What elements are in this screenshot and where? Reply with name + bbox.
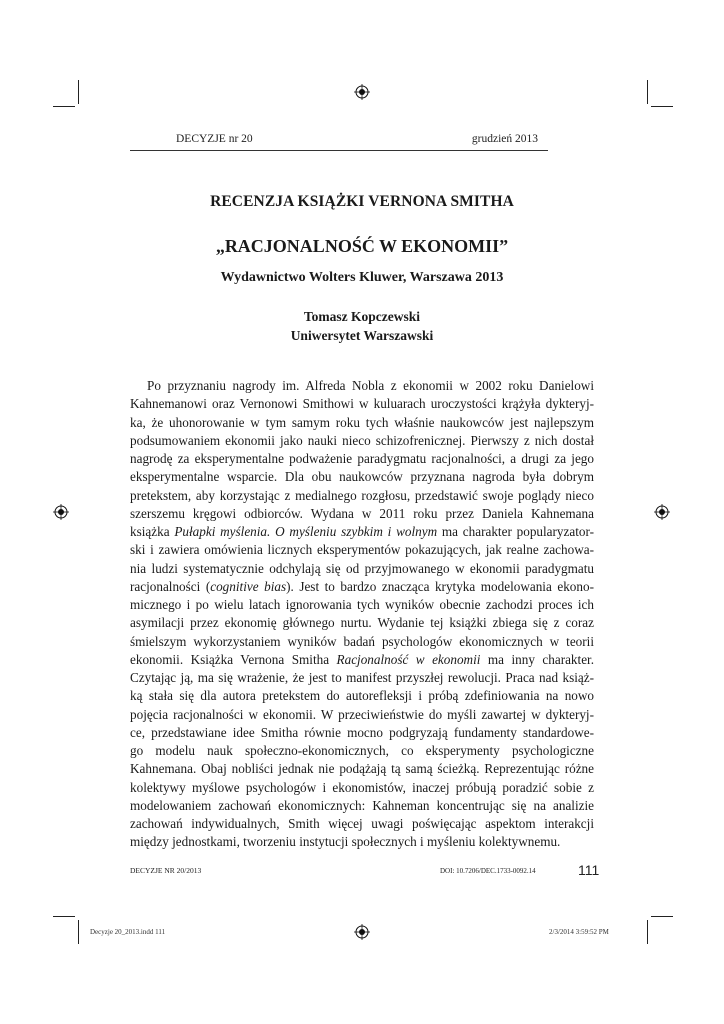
text-line: micznego i po wielu latach ignorowania tych wyników obecnie zachodzi proces ich <box>130 597 594 612</box>
book-title: „RACJONALNOŚĆ W EKONOMII” <box>215 236 509 256</box>
text-line: podsumowaniem ekonomii jako nauki nieco schizofrenicznej. Pierwszy z nich dostał <box>130 432 594 448</box>
text-line: ski i zawiera omówienia licznych eksperymentów pokazujących, jak realne zachowa- <box>130 542 594 558</box>
publisher: Wydawnictwo Wolters Kluwer, Warszawa 2013 <box>220 270 504 285</box>
crop-mark <box>647 80 648 104</box>
footer-doi: DOI: 10.7206/DEC.1733-0092.14 <box>440 867 536 875</box>
running-header-journal: DECYZJE nr 20 <box>176 133 253 145</box>
text-line: ce, przedstawiane idee Smitha równie mocno podgryzają fundamenty standardowe- <box>130 724 594 740</box>
text-line: Kahnemana. Obaj nobliści jednak nie podążają tą samą ścieżką. Reprezentując różne <box>130 761 594 777</box>
crop-mark <box>78 80 79 104</box>
page-number: 111 <box>578 862 600 878</box>
text-line: Kahnemanowi oraz Vernonowi Smithowi w kuluarach uroczystości krążyła dykteryj- <box>130 396 594 412</box>
text-line: ka, że uhonorowanie w tym samym roku tych właśnie naukowców jest najlepszym <box>130 414 594 430</box>
crop-mark <box>647 920 648 944</box>
crop-mark <box>651 106 673 107</box>
text-line: szerszemu kręgowi odbiorców. Wydana w 2011 roku przez Daniela Kahnemana <box>130 505 594 521</box>
running-header-date: grudzień 2013 <box>471 133 538 145</box>
text-line: modelowaniem zachowań ekonomicznych: Kahneman koncentrując się na analizie <box>130 797 594 813</box>
text-line: ką stała się dla autora pretekstem do autorefleksji i próbą zdefiniowania na nowo <box>130 688 594 704</box>
text-line: racjonalności (cognitive bias). Jest to bardzo znacząca krytyka modelowania ekono- <box>130 578 594 594</box>
registration-mark-icon <box>354 84 370 100</box>
text-line: kolektywy myślowe psychologów i ekonomistów, inaczej próbują poradzić sobie z <box>130 779 594 795</box>
text-line: Czytając ją, ma się wrażenie, że jest to manifest przyszłej rewolucji. Praca nad książ- <box>130 670 594 685</box>
registration-mark-icon <box>53 504 69 520</box>
registration-mark-icon <box>354 924 370 940</box>
slug-timestamp: 2/3/2014 3:59:52 PM <box>549 928 609 936</box>
body-paragraph <box>130 377 594 852</box>
text-line: asymilacji przez ekonomię głównego nurtu. Wydanie tej książki zbiega się z coraz <box>130 615 594 631</box>
slug-filename: Decyzje 20_2013.indd 111 <box>90 928 166 936</box>
text-line: pretekstem, aby korzystając z medialnego rozgłosu, przedstawić swoje poglądy nieco <box>130 487 594 503</box>
book-title-italic: Pułapki myślenia. O myśleniu szybkim i wolnym <box>174 524 438 539</box>
text-line: nagrodę za eksperymentalne podważenie paradygmatu racjonalności, a drugi za jego <box>130 451 594 466</box>
footer-journal: DECYZJE NR 20/2013 <box>130 866 202 875</box>
term-italic: cognitive bias <box>210 578 287 594</box>
text-line: między jednostkami, tworzeniu instytucji społecznych i myśleniu kolektywnemu. <box>130 834 561 850</box>
text-line: śmielszym wykorzystaniem wyników badań psychologów ekonomicznych w teorii <box>130 633 594 649</box>
text-line: ekonomii. Książka Vernona Smitha Racjonalność w ekonomii ma inny charakter. <box>130 651 595 667</box>
author-affiliation: Uniwersytet Warszawski <box>290 328 434 343</box>
review-title: RECENZJA KSIĄŻKI VERNONA SMITHA <box>210 193 514 210</box>
text-line: go modelu nauk społeczno-ekonomicznych, co eksperymenty psychologiczne <box>130 743 594 758</box>
header-rule <box>130 150 548 151</box>
book-title-italic: Racjonalność w ekonomii <box>336 651 481 667</box>
crop-mark <box>53 916 75 917</box>
text-line: zachowań indywidualnych, Smith więcej uwagi poświęcając aspektom interakcji <box>130 816 594 831</box>
crop-mark <box>53 106 75 107</box>
text-line: pojęcia racjonalności w ekonomii. W przeciwieństwie do myśli zawartej w dykteryj- <box>130 706 594 722</box>
text-line: książka Pułapki myślenia. O myśleniu szybkim i wolnym ma charakter popularyzator- <box>130 524 594 539</box>
registration-mark-icon <box>654 504 670 520</box>
crop-mark <box>651 916 673 917</box>
text-line: Po przyznaniu nagrody im. Alfreda Nobla z ekonomii w 2002 roku Danielowi <box>147 378 594 393</box>
author-name: Tomasz Kopczewski <box>303 309 421 324</box>
text-line: nia ludzi systematycznie odchylają się od przyjmowanego w ekonomii paradygmatu <box>130 560 594 576</box>
crop-mark <box>78 920 79 944</box>
text-line: eksperymentalne wsparcie. Dla obu naukowców przyznana nagroda była dobrym <box>130 469 594 485</box>
